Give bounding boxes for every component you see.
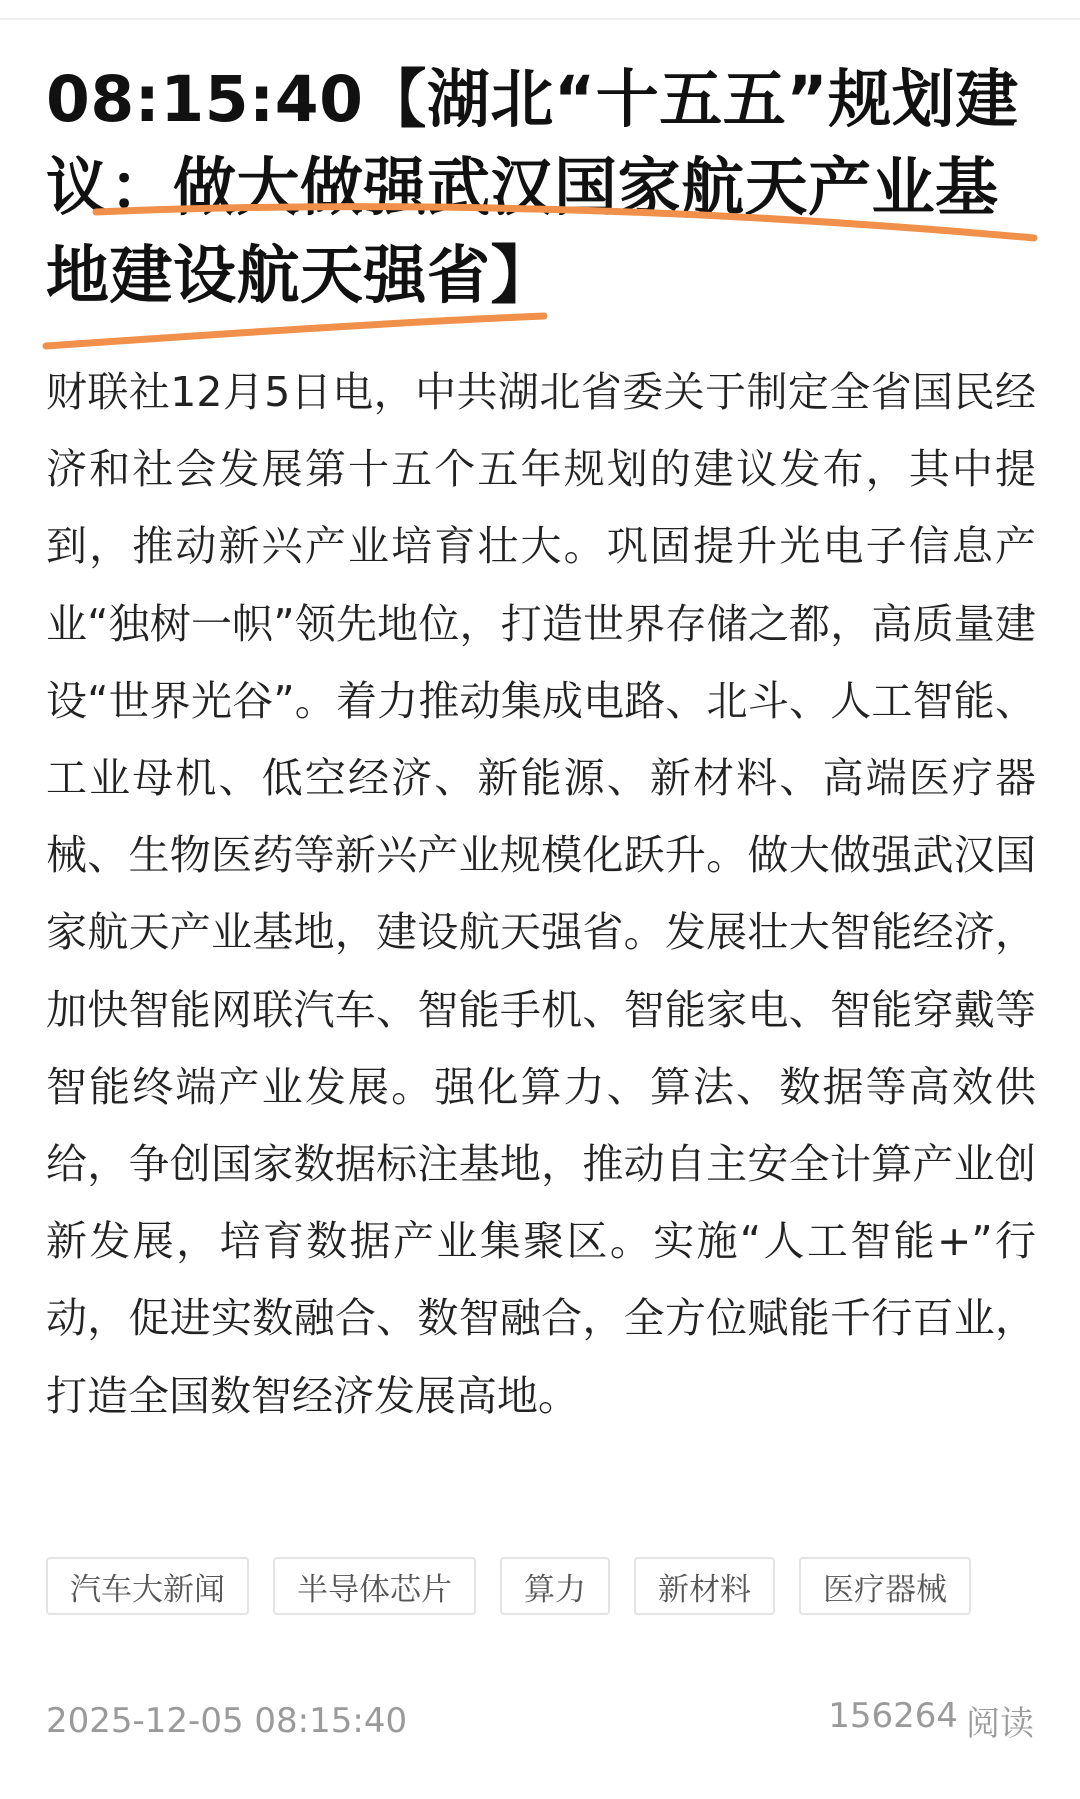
read-label: 阅读 xyxy=(966,1704,1034,1744)
publish-datetime: 2025-12-05 08:15:40 xyxy=(46,1700,408,1741)
tag-chip[interactable]: 新材料 xyxy=(634,1557,775,1615)
article-headline: 08:15:40【湖北“十五五”规划建议：做大做强武汉国家航天产业基地建设航天强省】 xyxy=(46,63,1019,312)
top-divider xyxy=(0,18,1080,20)
article-body: 财联社12月5日电，中共湖北省委关于制定全省国民经济和社会发展第十五个五年规划的建议发布，其中提到，推动新兴产业培育壮大。巩固提升光电子信息产业“独树一帜”领先地位，打造世界存储之都，高质量建设“世界光谷”。着力推动集成电路、北斗、人工智能、工业母机、低空经济、新能源、新材料、高端医疗器械、生物医药等新兴产业规模化跃升。做大做强武汉国家航天产业基地，建设航天强省。发展壮大智能经济，加快智能网联汽车、智能手机、智能家电、智能穿戴等智能终端产业发展。强化算力、算法、数据等高效供给，争创国家数据标注基地，推动自主安全计算产业创新发展，培育数据产业集聚区。实施“人工智能+”行动，促进实数融合、数智融合，全方位赋能千行百业，打造全国数智经济发展高地。 xyxy=(46,368,1036,1420)
tag-chip[interactable]: 医疗器械 xyxy=(799,1557,971,1615)
tag-chip[interactable]: 算力 xyxy=(500,1557,610,1615)
article xyxy=(46,56,1036,1435)
article-meta xyxy=(46,1696,1034,1745)
tag-chip[interactable]: 半导体芯片 xyxy=(273,1557,476,1615)
tag-chip[interactable]: 汽车大新闻 xyxy=(46,1557,249,1615)
read-count: 156264 xyxy=(828,1696,958,1736)
tag-list xyxy=(46,1557,971,1615)
read-counter xyxy=(828,1696,1034,1745)
